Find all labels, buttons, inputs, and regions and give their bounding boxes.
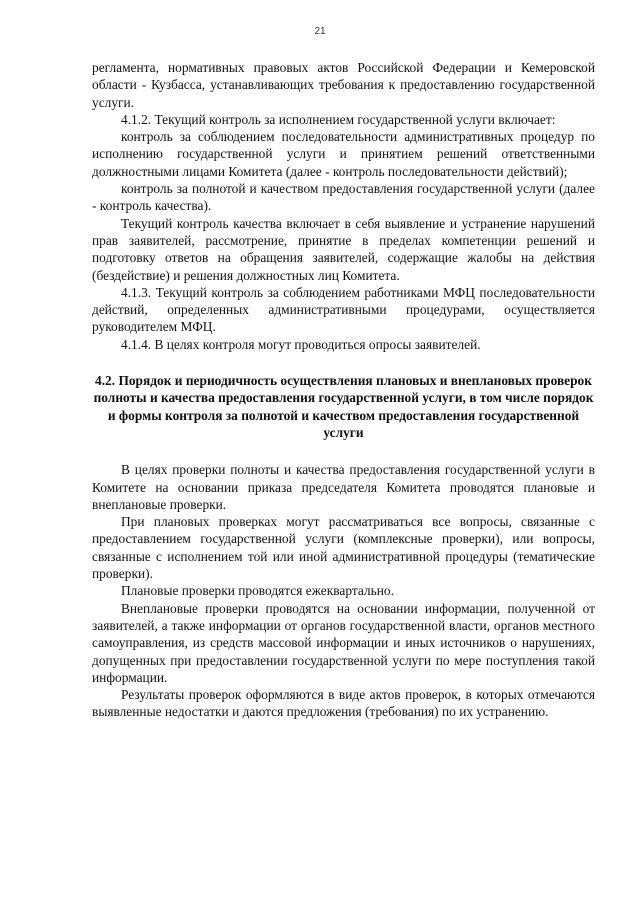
document-body bbox=[92, 59, 595, 721]
paragraph-4-1-3: 4.1.3. Текущий контроль за соблюдением работниками МФЦ последовательности действий, определенных административными процедурами, осуществляется руководителем МФЦ. bbox=[92, 284, 595, 335]
paragraph-quarterly-checks: Плановые проверки проводятся ежеквартально. bbox=[121, 583, 394, 599]
paragraph-unplanned-checks: Внеплановые проверки проводятся на основании информации, полученной от заявителей, а также информации от органов государственной власти, органов местного самоуправления, из средств массовой информации и иных источников о нарушениях, допущенных при предоставлении государственной услуги по мере поступления такой информации. bbox=[92, 600, 595, 685]
section-heading-4-2: 4.2. Порядок и периодичность осуществления плановых и внеплановых проверок полноты и качества предоставления государственной услуги, в том числе порядок и формы контроля за полнотой и качеством предоставления государственной услуги bbox=[93, 373, 594, 440]
paragraph-quality-control-scope: Текущий контроль качества включает в себя выявление и устранение нарушений прав заявителей, рассмотрение, принятие в пределах компетенции решений и подготовку ответов на обращения заявителей, содержащие жалобы на действия (бездействие) и решения должностных лиц Комитета. bbox=[92, 215, 595, 283]
paragraph-quality-control-definition: контроль за полнотой и качеством предоставления государственной услуги (далее - контроль качества). bbox=[92, 181, 595, 214]
paragraph-4-1-4: 4.1.4. В целях контроля могут проводиться опросы заявителей. bbox=[121, 336, 481, 352]
paragraph-4-1-2: 4.1.2. Текущий контроль за исполнением государственной услуги включает: bbox=[121, 111, 556, 127]
paragraph-regulation-continuation: регламента, нормативных правовых актов Российской Федерации и Кемеровской области - Кузбасса, устанавливающих требования к предоставлению государственной услуги. bbox=[92, 60, 595, 110]
paragraph-planned-checks-scope: При плановых проверках могут рассматриваться все вопросы, связанные с предоставлением государственной услуги (комплексные проверки), или вопросы, связанные с исполнением той или иной административной процедуры (тематические проверки). bbox=[92, 514, 595, 582]
page-number: 21 bbox=[314, 26, 326, 37]
paragraph-sequence-control: контроль за соблюдением последовательности административных процедур по исполнению государственной услуги и принятием решений ответственными должностными лицами Комитета (далее - контроль последовательности действий); bbox=[92, 129, 595, 179]
paragraph-check-results: Результаты проверок оформляются в виде актов проверок, в которых отмечаются выявленные недостатки и даются предложения (требования) по их устранению. bbox=[92, 687, 595, 720]
paragraph-checks-basis: В целях проверки полноты и качества предоставления государственной услуги в Комитете на основании приказа председателя Комитета проводятся плановые и внеплановые проверки. bbox=[92, 462, 595, 512]
